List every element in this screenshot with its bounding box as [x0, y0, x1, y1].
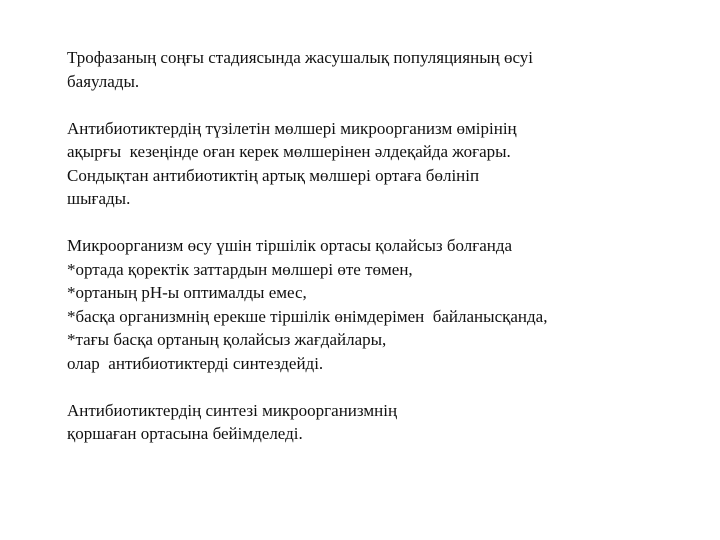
text-line: Сондықтан антибиотиктің артық мөлшері ортаға бөлініп	[67, 165, 480, 185]
paragraph-synthesis	[67, 399, 687, 446]
text-line: Микроорганизм өсу үшін тіршілік ортасы қолайсыз болғанда	[67, 236, 513, 255]
text-line: ақырғы кезеңінде оған керек мөлшерінен әлдеқайда жоғары.	[67, 142, 511, 161]
text-line: Трофазаның соңғы стадиясында жасушалық популяцияның өсуі	[67, 48, 534, 67]
text-line: Антибиотиктердің түзілетін мөлшері микроорганизм өмірінің	[67, 118, 517, 138]
paragraph-antibiotic-amount	[67, 117, 687, 211]
text-block	[67, 46, 687, 469]
text-line: баяулады.	[67, 71, 140, 91]
text-line: олар антибиотиктерді синтездейді.	[67, 353, 324, 373]
list-item: *тағы басқа ортаның қолайсыз жағдайлары,	[67, 330, 387, 349]
text-line: Антибиотиктердің синтезі микроорганизмнің	[67, 400, 398, 420]
list-item: *ортаның рН-ы оптималды емес,	[67, 283, 307, 302]
list-item: *басқа организмнің ерекше тіршілік өнімдерімен байланысқанда,	[67, 306, 548, 326]
list-item: *ортада қоректік заттардын мөлшері өте төмен,	[67, 259, 413, 279]
text-line: шығады.	[67, 189, 131, 208]
paragraph-conditions-list	[67, 234, 687, 375]
text-line: қоршаған ортасына бейімделеді.	[67, 424, 303, 443]
paragraph-trophase	[67, 46, 687, 93]
